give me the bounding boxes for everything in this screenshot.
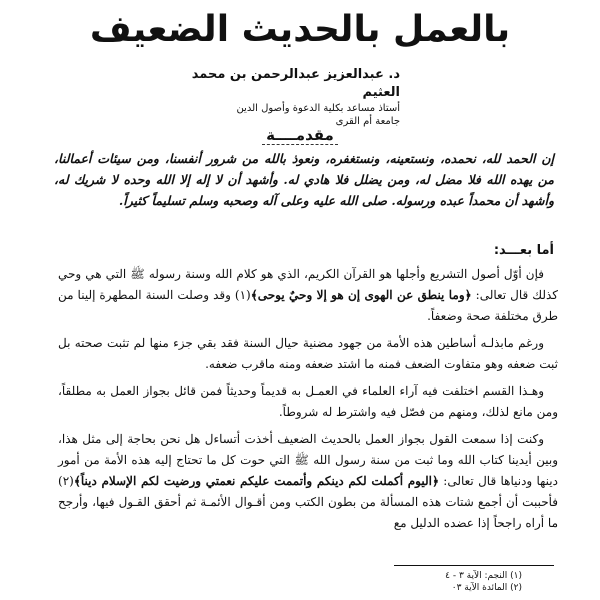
paragraph-text: وكنت إذا سمعت القول بجواز العمل بالحديث الضعيف أخذت أتساءل هل نحن بحاجة إلى مثل هذا، وبين أيدينا كتاب الله وما ثبت من سنة رسول الله ﷺ التي حوت كل ما تحتاج إليه هذه الأمة من أمور دينها ودنياها قال تعالى:: [58, 432, 558, 488]
footnote-divider: [394, 565, 554, 566]
author-block: [170, 66, 400, 128]
intro-paragraph: إن الحمد لله، نحمده، ونستعينه، ونستغفره، ونعوذ بالله من شرور أنفسنا، ومن سيئات أعمالنا، من يهده الله فلا مضل له، ومن يضلل فلا هادي له. وأشهد أن لا إله إلا الله وحده لا شريك له، وأشهد أن محمداً عبده ورسوله. صلى الله عليه وعلى آله وصحبه وسلم تسليماً كثيراً.: [54, 151, 554, 208]
author-name: د. عبدالعزيز عبدالرحمن بن محمد العثيم: [191, 67, 400, 100]
body-paragraph: [58, 429, 558, 534]
footnote-1: (١) النجم: الآية ٣ - ٤: [445, 571, 522, 581]
body-text: [58, 264, 558, 540]
section-heading: أما بعـــد:: [493, 243, 554, 258]
author-university: جامعة أم القرى: [335, 116, 400, 127]
paragraph-text: فإن أوّل أصول التشريع وأجلها هو القرآن الكريم، الذي هو كلام الله وسنة رسوله ﷺ التي هي وحي كذلك قال تعالى:: [58, 267, 558, 302]
intro-heading: [200, 124, 400, 146]
intro-heading-text: مقدمــــة: [262, 126, 338, 145]
footnote-2: (٢) المائدة الآية ٠٣: [451, 583, 522, 593]
author-position: أستاذ مساعد بكلية الدعوة وأصول الدين: [236, 103, 400, 114]
body-paragraph: ورغم مابذلـه أساطين هذه الأمة من جهود مضنية حيال السنة فقد بقي جزء منها لم تثبت صحته بل ثبت ضعفه وهو متفاوت الضعف فمنه ما اشتد ضعفه ومنه ماقرب ضعفه.: [58, 336, 558, 371]
quran-quote: ﴿وما ينطق عن الهوى إن هو إلا وحيٌ يوحى﴾: [250, 288, 472, 302]
quran-quote: ﴿اليوم أكملت لكم دينكم وأتممت عليكم نعمتي ورضيت لكم الإسلام ديناً﴾: [73, 474, 439, 488]
body-paragraph: [58, 264, 558, 327]
paragraph-text: (١) وقد وصلت السنة المطهرة إلينا من طرق مختلفة صحة وضعفاً.: [58, 288, 558, 323]
footnotes: [322, 570, 522, 594]
page-title: بالعمل بالحديث الضعيف: [89, 9, 511, 50]
paragraph-text: (٢) فأحببت أن أجمع شتات هذه المسألة من بطون الكتب ومن أقـوال الأئمـة ثم أحقق القـول فيها، وأرجح ما أراه راجحاً إذا عضده الدليل مع: [58, 474, 558, 530]
body-paragraph: وهـذا القسم اختلفت فيه آراء العلماء في العمـل به قديماً وحديثاً فمن قائل بجواز العمل به مطلقاً، ومن مانع لذلك، ومنهم من فصّل فيه واشترط له شروطاً.: [58, 384, 558, 419]
